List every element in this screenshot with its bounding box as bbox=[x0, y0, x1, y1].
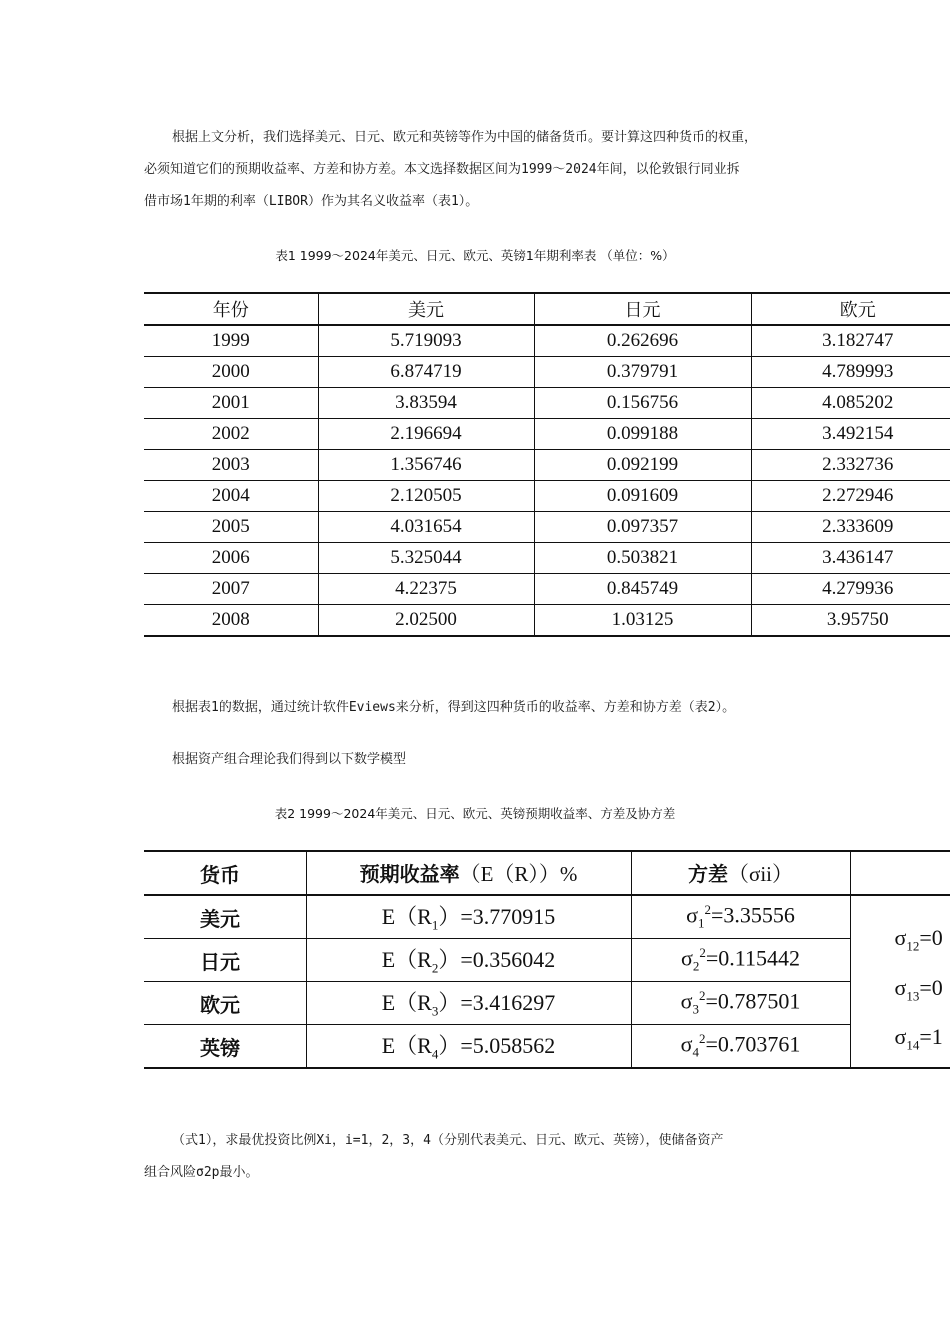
table1-row bbox=[144, 388, 950, 419]
eur-cell: 4.789993 bbox=[751, 357, 950, 388]
variance-value: =0.115442 bbox=[705, 945, 800, 971]
variance-value: =0.703761 bbox=[705, 1031, 801, 1057]
sigma-symbol: σ bbox=[680, 1031, 693, 1057]
table2-header-covariance bbox=[850, 851, 950, 895]
model-paragraph: 根据资产组合理论我们得到以下数学模型 bbox=[172, 752, 407, 767]
currency-cell: 日元 bbox=[144, 939, 306, 982]
eur-cell: 2.332736 bbox=[751, 450, 950, 481]
sigma-symbol: σ bbox=[894, 925, 907, 951]
table1-header-eur: 欧元 bbox=[751, 293, 950, 325]
year-cell: 2000 bbox=[144, 357, 318, 388]
usd-cell: 6.874719 bbox=[318, 357, 534, 388]
variance-superscript: 2 bbox=[704, 902, 711, 918]
jpy-cell: 0.503821 bbox=[534, 543, 751, 574]
table1-row bbox=[144, 574, 950, 605]
variance-subscript: 2 bbox=[692, 958, 700, 974]
table2-row bbox=[144, 1025, 950, 1069]
analysis-paragraph: 根据表1的数据，通过统计软件Eviews来分析，得到这四种货币的收益率、方差和协方差（表2）。 bbox=[172, 700, 736, 715]
table1-row bbox=[144, 605, 950, 637]
table1-header-year: 年份 bbox=[144, 293, 318, 325]
jpy-cell: 0.099188 bbox=[534, 419, 751, 450]
table2-header-return-sym: （E（R））% bbox=[459, 862, 578, 886]
year-cell: 2005 bbox=[144, 512, 318, 543]
return-value: ）=5.058562 bbox=[438, 1033, 556, 1059]
year-cell: 2006 bbox=[144, 543, 318, 574]
covariance-value: =0 bbox=[919, 974, 943, 1000]
variance-value: =3.35556 bbox=[710, 902, 795, 928]
variance-cell bbox=[631, 939, 850, 982]
year-cell: 2001 bbox=[144, 388, 318, 419]
jpy-cell: 0.092199 bbox=[534, 450, 751, 481]
return-subscript: 2 bbox=[431, 960, 439, 976]
eur-cell: 4.085202 bbox=[751, 388, 950, 419]
variance-cell bbox=[631, 1025, 850, 1069]
return-prefix: E（R bbox=[381, 990, 432, 1016]
table2-row bbox=[144, 982, 950, 1025]
jpy-cell: 0.091609 bbox=[534, 481, 751, 512]
return-subscript: 1 bbox=[431, 917, 439, 933]
return-prefix: E（R bbox=[381, 947, 432, 973]
variance-value: =0.787501 bbox=[705, 988, 801, 1014]
usd-cell: 5.325044 bbox=[318, 543, 534, 574]
return-subscript: 3 bbox=[431, 1003, 439, 1019]
year-cell: 2007 bbox=[144, 574, 318, 605]
expected-return-cell bbox=[306, 895, 631, 939]
variance-superscript: 2 bbox=[698, 988, 706, 1004]
currency-cell: 美元 bbox=[144, 895, 306, 939]
table1-header-jpy: 日元 bbox=[534, 293, 751, 325]
usd-cell: 1.356746 bbox=[318, 450, 534, 481]
currency-cell: 欧元 bbox=[144, 982, 306, 1025]
sigma-symbol: σ bbox=[681, 945, 693, 971]
table1-row bbox=[144, 419, 950, 450]
usd-cell: 4.22375 bbox=[318, 574, 534, 605]
intro-line-1: 根据上文分析，我们选择美元、日元、欧元和英镑等作为中国的储备货币。要计算这四种货币的权重， bbox=[172, 130, 758, 145]
jpy-cell: 0.379791 bbox=[534, 357, 751, 388]
table2-header-return bbox=[306, 851, 631, 895]
intro-line-3: 借市场1年期的利率（LIBOR）作为其名义收益率（表1）。 bbox=[144, 194, 479, 209]
eur-cell: 2.333609 bbox=[751, 512, 950, 543]
eur-cell: 3.95750 bbox=[751, 605, 950, 637]
sigma-symbol: σ bbox=[686, 902, 698, 928]
covariance-item bbox=[895, 1016, 950, 1065]
variance-cell bbox=[631, 982, 850, 1025]
table1-row bbox=[144, 325, 950, 357]
usd-cell: 2.120505 bbox=[318, 481, 534, 512]
eur-cell: 4.279936 bbox=[751, 574, 950, 605]
interest-rate-table bbox=[144, 292, 950, 637]
covariance-item bbox=[895, 967, 950, 1016]
table2-header-variance-cn: 方差 bbox=[688, 862, 728, 886]
variance-superscript: 2 bbox=[698, 1031, 706, 1047]
variance-subscript: 4 bbox=[692, 1044, 699, 1060]
table1-caption: 表1 1999～2024年美元、日元、欧元、英镑1年期利率表 （单位：%） bbox=[275, 248, 675, 263]
eur-cell: 3.492154 bbox=[751, 419, 950, 450]
intro-paragraph bbox=[144, 122, 824, 218]
usd-cell: 3.83594 bbox=[318, 388, 534, 419]
currency-cell: 英镑 bbox=[144, 1025, 306, 1069]
jpy-cell: 0.262696 bbox=[534, 325, 751, 357]
table1-row bbox=[144, 512, 950, 543]
eur-cell: 2.272946 bbox=[751, 481, 950, 512]
year-cell: 1999 bbox=[144, 325, 318, 357]
usd-cell: 2.196694 bbox=[318, 419, 534, 450]
usd-cell: 2.02500 bbox=[318, 605, 534, 637]
table1-row bbox=[144, 543, 950, 574]
table1-row bbox=[144, 357, 950, 388]
table2-header-variance-sym: （σii） bbox=[728, 862, 793, 886]
usd-cell: 4.031654 bbox=[318, 512, 534, 543]
table1-row bbox=[144, 450, 950, 481]
table2-caption: 表2 1999～2024年美元、日元、欧元、英镑预期收益率、方差及协方差 bbox=[274, 806, 676, 821]
jpy-cell: 1.03125 bbox=[534, 605, 751, 637]
return-prefix: E（R bbox=[381, 1033, 432, 1059]
return-variance-table bbox=[144, 850, 950, 1069]
jpy-cell: 0.097357 bbox=[534, 512, 751, 543]
intro-line-2: 必须知道它们的预期收益率、方差和协方差。本文选择数据区间为1999～2024年间，以伦敦银行同业拆 bbox=[144, 162, 740, 177]
table1-row bbox=[144, 481, 950, 512]
jpy-cell: 0.845749 bbox=[534, 574, 751, 605]
return-subscript: 4 bbox=[431, 1046, 439, 1062]
covariance-value: =0 bbox=[919, 925, 943, 951]
covariance-cell bbox=[850, 895, 950, 1068]
return-value: ）=3.416297 bbox=[438, 990, 556, 1016]
outro-line-1: （式1），求最优投资比例Xi，i=1，2，3，4（分别代表美元、日元、欧元、英镑），使储备资产 bbox=[172, 1133, 724, 1148]
return-value: ）=0.356042 bbox=[438, 947, 556, 973]
expected-return-cell bbox=[306, 939, 631, 982]
variance-cell bbox=[631, 895, 850, 939]
covariance-item bbox=[895, 917, 950, 966]
covariance-subscript: 12 bbox=[906, 938, 920, 954]
year-cell: 2003 bbox=[144, 450, 318, 481]
table2-row bbox=[144, 895, 950, 939]
outro-paragraph bbox=[144, 1125, 824, 1189]
usd-cell: 5.719093 bbox=[318, 325, 534, 357]
table2-row bbox=[144, 939, 950, 982]
year-cell: 2002 bbox=[144, 419, 318, 450]
table2-header-row bbox=[144, 851, 950, 895]
table1-header-row bbox=[144, 293, 950, 325]
table1-header-usd: 美元 bbox=[318, 293, 534, 325]
sigma-symbol: σ bbox=[894, 1024, 907, 1050]
covariance-subscript: 13 bbox=[906, 988, 920, 1004]
table2-header-currency: 货币 bbox=[144, 851, 306, 895]
year-cell: 2004 bbox=[144, 481, 318, 512]
sigma-symbol: σ bbox=[680, 988, 693, 1014]
table2-header-variance bbox=[631, 851, 850, 895]
covariance-value: =1 bbox=[919, 1024, 943, 1050]
expected-return-cell bbox=[306, 1025, 631, 1069]
expected-return-cell bbox=[306, 982, 631, 1025]
variance-subscript: 1 bbox=[697, 915, 705, 931]
outro-line-2: 组合风险σ2p最小。 bbox=[144, 1165, 259, 1180]
variance-superscript: 2 bbox=[699, 945, 706, 961]
variance-subscript: 3 bbox=[692, 1001, 699, 1017]
eur-cell: 3.436147 bbox=[751, 543, 950, 574]
table2-header-return-cn: 预期收益率 bbox=[359, 862, 460, 886]
return-prefix: E（R bbox=[381, 904, 432, 930]
jpy-cell: 0.156756 bbox=[534, 388, 751, 419]
eur-cell: 3.182747 bbox=[751, 325, 950, 357]
covariance-subscript: 14 bbox=[906, 1037, 920, 1053]
sigma-symbol: σ bbox=[894, 974, 907, 1000]
year-cell: 2008 bbox=[144, 605, 318, 637]
return-value: ）=3.770915 bbox=[438, 904, 556, 930]
